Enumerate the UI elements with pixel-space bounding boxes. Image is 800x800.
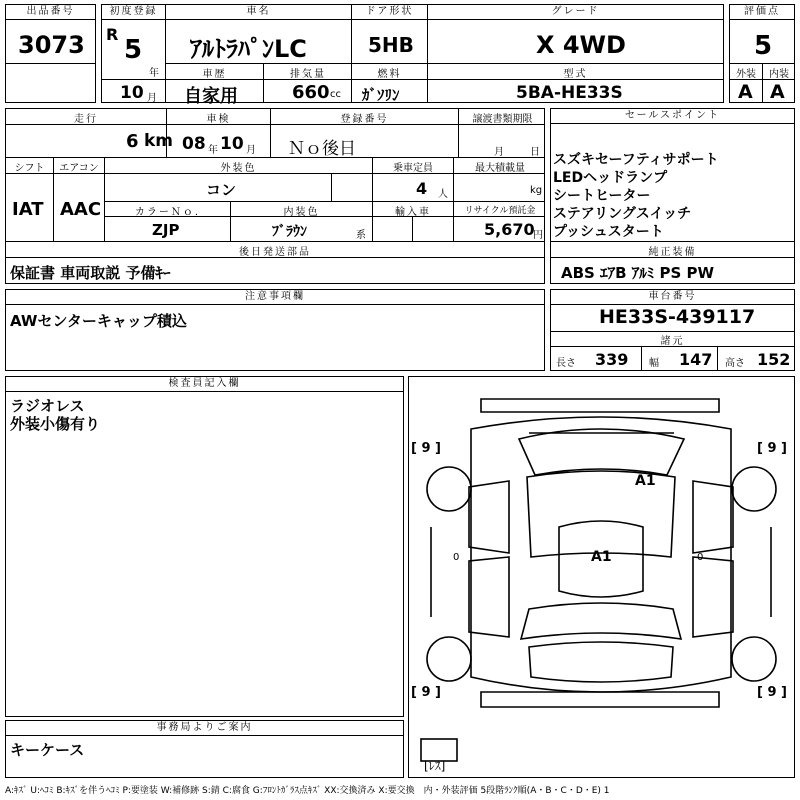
max-load-unit: kg xyxy=(530,185,543,196)
sales-item: ステアリングスイッチ xyxy=(553,206,692,222)
ac-value: AAC xyxy=(60,199,102,220)
int-color-unit: 系 xyxy=(356,230,366,241)
max-load-label: 最大積載量 xyxy=(475,163,525,174)
later-parts-label: 後日発送部品 xyxy=(239,247,311,258)
first-reg-year-unit: 年 xyxy=(149,68,159,79)
grade-label: グレード xyxy=(428,5,723,20)
sales-label: セールスポイント xyxy=(551,109,794,124)
tire-rear-right: [ 9 ] xyxy=(757,685,787,700)
recycle-value: 5,670 xyxy=(484,220,535,239)
equipment-value: ABS ｴｱB ｱﾙﾐ PS PW xyxy=(561,264,715,282)
capacity-label: 乗車定員 xyxy=(393,163,433,174)
tire-front-left: [ 9 ] xyxy=(411,441,441,456)
displacement-value: 660 xyxy=(292,82,330,103)
width-label: 幅 xyxy=(649,358,659,369)
history-value: 自家用 xyxy=(184,86,238,107)
mileage-unit: km xyxy=(144,131,174,151)
first-reg-month-unit: 月 xyxy=(147,93,157,104)
car-name-box xyxy=(166,4,352,107)
sales-item: シートヒーター xyxy=(553,188,651,204)
lot-number: 3073 xyxy=(18,31,85,59)
legend: A:ｷｽﾞ U:ﾍｺﾐ B:ｷｽﾞを伴うﾍｺﾐ P:要塗装 W:補修跡 S:錆 C:腐食 G:ﾌﾛﾝﾄｶﾞﾗｽ点ｷｽﾞ XX:交換済み X:要交換 内・外装評価 5段階ﾗﾝｸ順(A・B・C・D・E) 1 xyxy=(5,786,610,796)
inspector-line: ラジオレス xyxy=(10,397,85,415)
inspection-year-unit: 年 xyxy=(208,145,218,156)
first-reg-label: 初度登録 xyxy=(102,5,165,20)
import-label: 輸入車 xyxy=(395,207,431,218)
transfer-month-unit: 月 xyxy=(494,147,504,158)
int-color-value: ﾌﾞﾗｳﾝ xyxy=(272,224,307,240)
color-no-value: ZJP xyxy=(152,221,180,239)
office-label: 事務局よりご案内 xyxy=(6,721,403,736)
sales-item: LEDヘッドランプ xyxy=(553,170,668,186)
int-score: A xyxy=(770,81,785,103)
height-value: 152 xyxy=(757,350,791,369)
detail-box xyxy=(5,108,545,284)
inspector-box xyxy=(5,376,404,717)
score-box xyxy=(729,4,795,103)
inspection-year: 08 xyxy=(182,134,206,154)
specs-label: 諸元 xyxy=(660,336,685,347)
capacity-value: 4 xyxy=(416,179,428,198)
shift-value: IAT xyxy=(12,199,44,220)
door-value: 5HB xyxy=(368,33,414,57)
inspection-month-unit: 月 xyxy=(246,145,256,156)
height-label: 高さ xyxy=(725,358,745,369)
score-label: 評価点 xyxy=(730,5,794,20)
notes-value: AWセンターキャップ積込 xyxy=(10,312,187,330)
ext-color-label: 外装色 xyxy=(220,163,257,174)
door-box xyxy=(352,4,428,103)
damage-mark: A1 xyxy=(635,473,656,489)
car-name-label: 車名 xyxy=(166,5,351,20)
model-label: 型式 xyxy=(563,69,588,80)
ext-score-label: 外装 xyxy=(736,69,756,80)
reg-no-value: Ｎｏ後日 xyxy=(288,139,356,159)
car-diagram xyxy=(408,376,795,778)
width-value: 147 xyxy=(679,350,713,369)
tire-rear-left: [ 9 ] xyxy=(411,685,441,700)
history-label: 車歴 xyxy=(202,69,227,80)
tire-front-right: [ 9 ] xyxy=(757,441,787,456)
int-color-label: 内装色 xyxy=(283,207,320,218)
mileage-value: 6 xyxy=(126,131,139,152)
lot-label: 出品番号 xyxy=(6,5,95,20)
int-score-label: 内装 xyxy=(769,69,789,80)
sales-box xyxy=(550,108,795,284)
shift-label: シフト xyxy=(14,163,45,174)
later-parts-value: 保証書 車両取説 予備ｷｰ xyxy=(10,264,171,282)
grade-box xyxy=(428,4,724,103)
chassis-value: HE33S-439117 xyxy=(599,306,756,328)
notes-box xyxy=(5,289,545,371)
inspector-line: 外装小傷有り xyxy=(10,415,101,433)
recycle-label: リサイクル預託金 xyxy=(464,206,536,216)
transfer-label: 譲渡書類期限 xyxy=(472,114,533,125)
length-value: 339 xyxy=(595,350,629,369)
ext-score: A xyxy=(738,81,753,103)
fuel-value: ｶﾞｿﾘﾝ xyxy=(362,86,400,104)
spare-tire: [ﾚｽ] xyxy=(424,759,446,773)
office-value: キーケース xyxy=(10,741,85,759)
equipment-label: 純正装備 xyxy=(648,247,697,258)
model-value: 5BA-HE33S xyxy=(516,83,623,103)
zero-mark-right: 0 xyxy=(697,552,704,563)
inspection-month: 10 xyxy=(220,134,244,154)
displacement-label: 排気量 xyxy=(290,69,326,80)
reg-no-label: 登録番号 xyxy=(340,114,389,125)
first-reg-year: 5 xyxy=(124,35,143,65)
car-diagram-svg xyxy=(409,377,794,777)
capacity-unit: 人 xyxy=(438,189,448,200)
sales-item: プッシュスタート xyxy=(553,224,664,240)
damage-mark: A1 xyxy=(591,549,612,565)
grade-value: X 4WD xyxy=(536,31,626,59)
fuel-label: 燃料 xyxy=(377,69,402,80)
displacement-unit: cc xyxy=(330,89,341,100)
ext-color-value: コン xyxy=(206,181,237,199)
first-reg-box xyxy=(101,4,166,103)
lot-box xyxy=(5,4,96,103)
first-reg-era: R xyxy=(106,25,119,44)
transfer-day-unit: 日 xyxy=(530,147,540,158)
zero-mark-left: 0 xyxy=(453,552,460,563)
ac-label: エアコン xyxy=(59,163,99,174)
chassis-box xyxy=(550,289,795,371)
chassis-label: 車台番号 xyxy=(551,290,794,305)
color-no-label: カラーＮｏ. xyxy=(134,207,201,218)
score-value: 5 xyxy=(754,31,773,61)
length-label: 長さ xyxy=(556,358,576,369)
office-box xyxy=(5,720,404,778)
recycle-unit: 円 xyxy=(533,230,543,241)
sales-item: スズキセーフティサポート xyxy=(553,152,719,168)
car-name: ｱﾙﾄﾗﾊﾟﾝLC xyxy=(190,35,307,63)
mileage-label: 走行 xyxy=(74,114,98,125)
first-reg-month: 10 xyxy=(120,83,144,103)
inspector-label: 検査員記入欄 xyxy=(6,377,403,392)
inspection-label: 車検 xyxy=(206,114,231,125)
notes-label: 注意事項欄 xyxy=(6,290,544,305)
door-label: ドア形状 xyxy=(352,5,427,20)
